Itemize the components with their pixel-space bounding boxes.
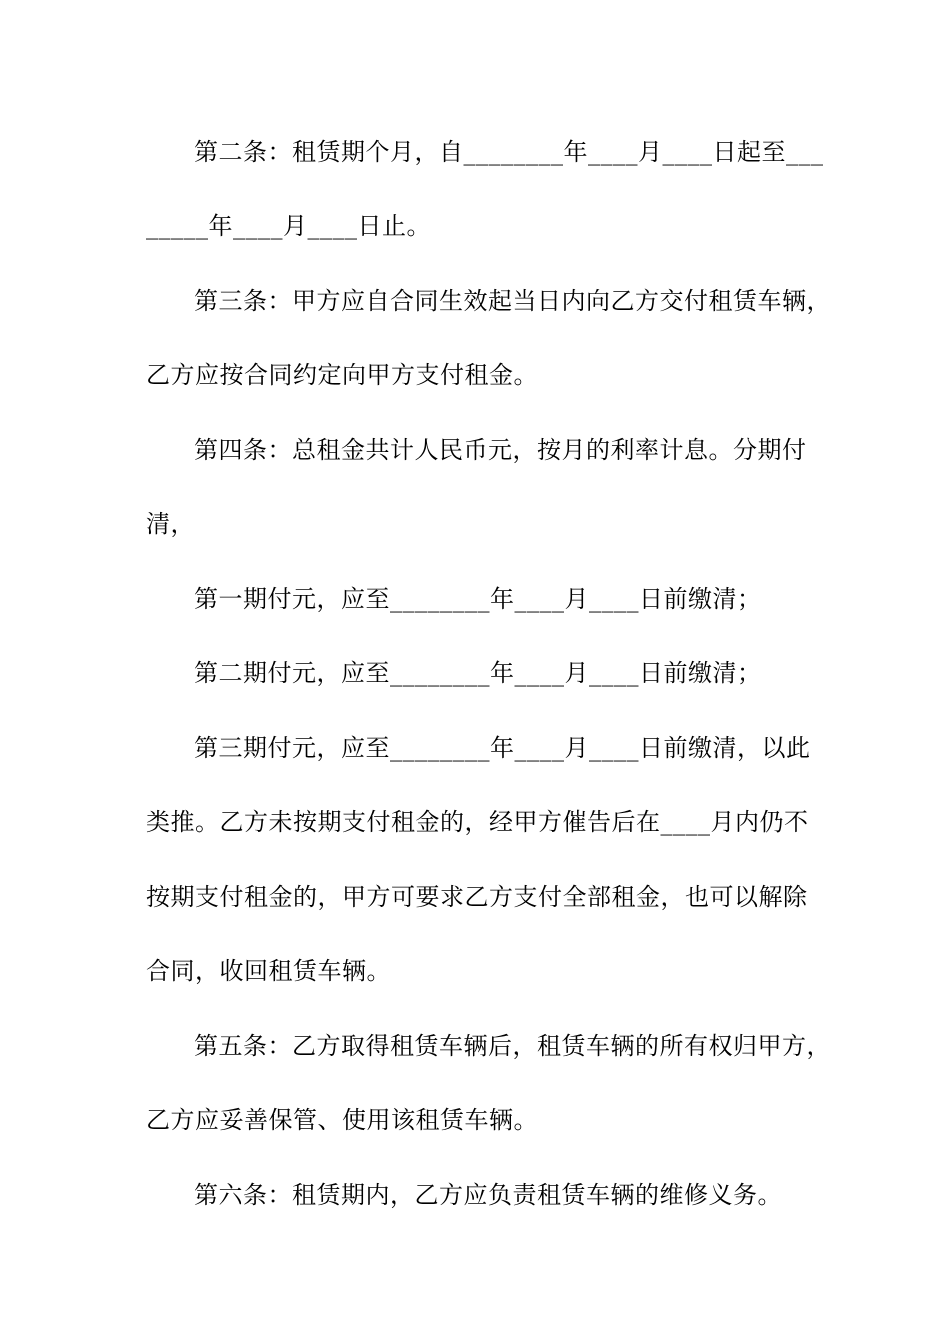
installment-3-line-4: 合同，收回租赁车辆。 [146,957,391,985]
installment-3-line-2: 类推。乙方未按期支付租金的，经甲方催告后在____月内仍不 [146,808,809,836]
clause-5-line-2: 乙方应妥善保管、使用该租赁车辆。 [146,1106,538,1134]
installment-1-line: 第一期付元，应至________年____月____日前缴清； [194,585,762,613]
clause-3-line-2: 乙方应按合同约定向甲方支付租金。 [146,361,538,389]
clause-3-line-1: 第三条：甲方应自合同生效起当日内向乙方交付租赁车辆， [194,287,831,315]
installment-3-line-3: 按期支付租金的，甲方可要求乙方支付全部租金，也可以解除 [146,883,808,911]
clause-4-line-2: 清， [146,510,195,538]
installment-3-line: 第三期付元，应至________年____月____日前缴清，以此 [194,734,811,762]
clause-6-line-1: 第六条：租赁期内，乙方应负责租赁车辆的维修义务。 [194,1181,782,1209]
clause-2-line-1: 第二条：租赁期个月，自________年____月____日起至___ [194,138,824,166]
clause-2-line-2: _____年____月____日止。 [146,212,431,240]
installment-2-line: 第二期付元，应至________年____月____日前缴清； [194,659,762,687]
clause-4-line-1: 第四条：总租金共计人民币元，按月的利率计息。分期付 [194,436,807,464]
clause-5-line-1: 第五条：乙方取得租赁车辆后，租赁车辆的所有权归甲方， [194,1032,831,1060]
